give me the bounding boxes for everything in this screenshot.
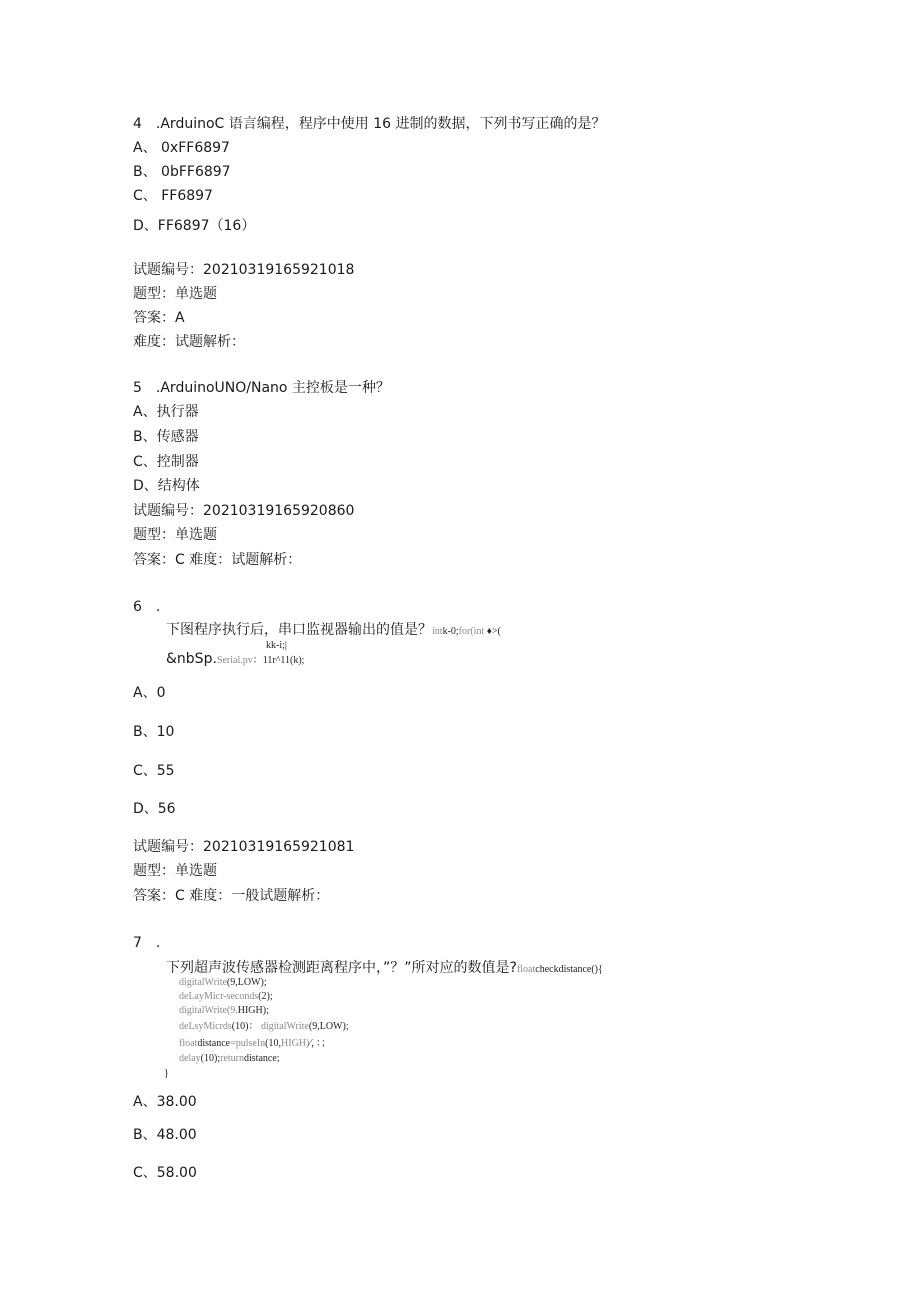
q6-code-print: ：11r^11(k); (252, 655, 305, 666)
q4-id: 试题编号：20210319165921018 (133, 262, 355, 278)
q6-code-line-kk: kk-i;| (266, 640, 287, 651)
q6-id: 试题编号：20210319165921081 (133, 839, 355, 855)
q6-option-d: D、56 (133, 801, 176, 817)
q7-code-float: float (516, 964, 536, 975)
q6-code-serial: Serial.pv (216, 655, 253, 666)
q6-code-cond: ♦>( (486, 626, 501, 637)
q6-number: 6 . (133, 599, 161, 615)
q7-code-line-5: floatdistance=pulseIn(10,HIGH)⁄，：； (179, 1038, 332, 1049)
q7-code-line-4: deLsyMicrds(10)： digitalWrite(9,LOW); (179, 1021, 349, 1032)
q6-nbsp: &nbSp. (166, 651, 217, 667)
q7-option-c: C、58.00 (133, 1165, 197, 1181)
q5-id: 试题编号：20210319165920860 (133, 503, 355, 519)
q4-answer: 答案：A (133, 310, 185, 326)
q6-option-b: B、10 (133, 724, 175, 740)
q4-option-b: B、 0bFF6897 (133, 164, 231, 180)
q7-code-line-3: digitalWrite(9.HIGH); (179, 1005, 269, 1016)
q7-number: 7 . (133, 935, 161, 951)
q6-code-for: for(int (458, 626, 485, 637)
q4-option-a: A、 0xFF6897 (133, 140, 230, 156)
q6-stem: 下图程序执行后，串口监视器输出的值是？ (166, 622, 432, 638)
q6-answer: 答案：C 难度：一般试题解析： (133, 888, 330, 904)
q5-title: 5 .ArduinoUNO/Nano 主控板是一种？ (133, 380, 390, 396)
q5-option-d: D、结构体 (133, 478, 200, 494)
q6-nbsp-line (166, 650, 304, 670)
q6-stem-line (166, 621, 501, 641)
q5-option-a: A、执行器 (133, 404, 199, 420)
q5-option-b: B、传感器 (133, 429, 199, 445)
q4-option-d: D、FF6897（16） (133, 218, 256, 234)
q7-code-line-6: delay(10);returndistance; (179, 1053, 280, 1064)
q5-option-c: C、控制器 (133, 454, 199, 470)
q6-option-c: C、55 (133, 763, 175, 779)
q7-code-close: } (164, 1068, 169, 1079)
q5-type: 题型：单选题 (133, 527, 217, 543)
q4-type: 题型：单选题 (133, 286, 217, 302)
q4-difficulty: 难度：试题解析： (133, 334, 245, 350)
q7-code-line-2: deLayMicr-seconds(2); (179, 991, 273, 1002)
q7-stem: 下列超声波传感器检测距离程序中，”？”所对应的数值是? (166, 960, 517, 976)
q6-type: 题型：单选题 (133, 863, 217, 879)
q4-option-c: C、 FF6897 (133, 188, 213, 204)
q5-answer: 答案：C 难度：试题解析： (133, 552, 302, 568)
q7-option-a: A、38.00 (133, 1094, 197, 1110)
q7-option-b: B、48.00 (133, 1127, 197, 1143)
q6-code-k0: k-0; (442, 626, 459, 637)
q6-option-a: A、0 (133, 685, 166, 701)
q6-code-int: int (432, 626, 443, 637)
q7-code-func: checkdistance(){ (535, 964, 603, 975)
q4-title: 4 .ArduinoC 语言编程，程序中使用 16 进制的数据，下列书写正确的是？ (133, 116, 606, 132)
q7-code-line-1: digitalWrite(9,LOW); (179, 977, 267, 988)
